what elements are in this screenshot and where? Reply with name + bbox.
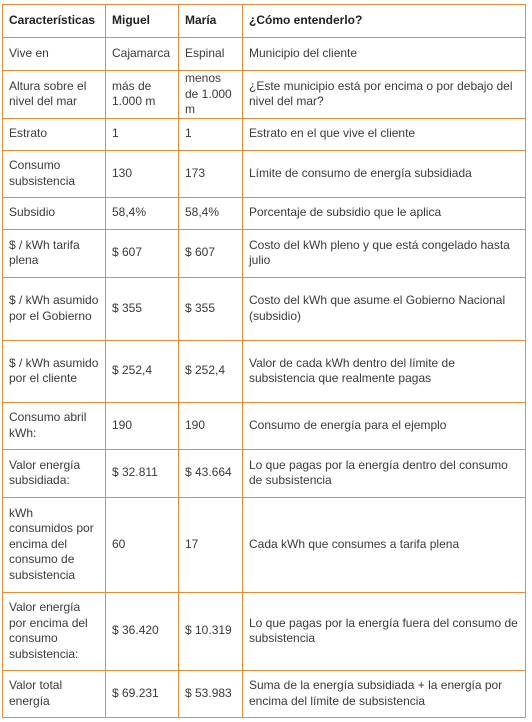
explanation: Cada kWh que consumes a tarifa plena	[243, 497, 526, 592]
row-label: $ / kWh tarifa plena	[3, 229, 106, 277]
table-row	[3, 197, 526, 229]
explanation: Límite de consumo de energía subsidiada	[243, 150, 526, 197]
explanation: Lo que pagas por la energía fuera del consumo de subsistencia	[243, 592, 526, 670]
table-row	[3, 402, 526, 449]
maria-value: Espinal	[179, 38, 243, 71]
miguel-value: $ 252,4	[106, 340, 179, 402]
explanation: Valor de cada kWh dentro del límite de subsistencia que realmente pagas	[243, 340, 526, 402]
miguel-value: 1	[106, 118, 179, 150]
row-label: Valor total energía	[3, 670, 106, 717]
maria-value: menos de 1.000 m	[179, 71, 243, 119]
header-row	[3, 5, 526, 38]
maria-value: $ 607	[179, 229, 243, 277]
row-label: Vive en	[3, 38, 106, 71]
table-row	[3, 38, 526, 71]
explanation: Costo del kWh que asume el Gobierno Nacional (subsidio)	[243, 277, 526, 340]
miguel-value: 130	[106, 150, 179, 197]
explanation: ¿Este municipio está por encima o por debajo del nivel del mar?	[243, 71, 526, 119]
row-label: Consumo abril kWh:	[3, 402, 106, 449]
table-row	[3, 340, 526, 402]
row-label: $ / kWh asumido por el cliente	[3, 340, 106, 402]
header-maria: María	[179, 5, 243, 38]
miguel-value: 190	[106, 402, 179, 449]
row-label: Consumo subsistencia	[3, 150, 106, 197]
row-label: Estrato	[3, 118, 106, 150]
miguel-value: $ 355	[106, 277, 179, 340]
maria-value: $ 252,4	[179, 340, 243, 402]
miguel-value: Cajamarca	[106, 38, 179, 71]
explanation: Estrato en el que vive el cliente	[243, 118, 526, 150]
explanation: Lo que pagas por la energía dentro del consumo de subsistencia	[243, 449, 526, 497]
row-label: kWh consumidos por encima del consumo de subsistencia	[3, 497, 106, 592]
maria-value: $ 10.319	[179, 592, 243, 670]
explanation: Porcentaje de subsidio que le aplica	[243, 197, 526, 229]
maria-value: 17	[179, 497, 243, 592]
table-row	[3, 497, 526, 592]
row-label: Valor energía por encima del consumo subsistencia:	[3, 592, 106, 670]
row-label: Subsidio	[3, 197, 106, 229]
table-row	[3, 277, 526, 340]
header-caracteristicas: Características	[3, 5, 106, 38]
maria-value: 173	[179, 150, 243, 197]
miguel-value: $ 32.811	[106, 449, 179, 497]
row-label: $ / kWh asumido por el Gobierno	[3, 277, 106, 340]
maria-value: 58,4%	[179, 197, 243, 229]
table-row	[3, 229, 526, 277]
maria-value: 1	[179, 118, 243, 150]
table-row	[3, 670, 526, 717]
explanation: Suma de la energía subsidiada + la energía por encima del límite de subsistencia	[243, 670, 526, 717]
maria-value: $ 43.664	[179, 449, 243, 497]
miguel-value: $ 607	[106, 229, 179, 277]
explanation: Costo del kWh pleno y que está congelado hasta julio	[243, 229, 526, 277]
explanation: Municipio del cliente	[243, 38, 526, 71]
maria-value: $ 53.983	[179, 670, 243, 717]
table-row	[3, 118, 526, 150]
miguel-value: $ 36.420	[106, 592, 179, 670]
miguel-value: 58,4%	[106, 197, 179, 229]
header-como-entenderlo: ¿Cómo entenderlo?	[243, 5, 526, 38]
table-row	[3, 71, 526, 119]
explanation: Consumo de energía para el ejemplo	[243, 402, 526, 449]
maria-value: $ 355	[179, 277, 243, 340]
header-miguel: Miguel	[106, 5, 179, 38]
table-row	[3, 592, 526, 670]
miguel-value: más de 1.000 m	[106, 71, 179, 119]
miguel-value: $ 69.231	[106, 670, 179, 717]
table-row	[3, 449, 526, 497]
comparison-table	[2, 4, 526, 718]
miguel-value: 60	[106, 497, 179, 592]
row-label: Valor energía subsidiada:	[3, 449, 106, 497]
maria-value: 190	[179, 402, 243, 449]
table-row	[3, 150, 526, 197]
row-label: Altura sobre el nivel del mar	[3, 71, 106, 119]
